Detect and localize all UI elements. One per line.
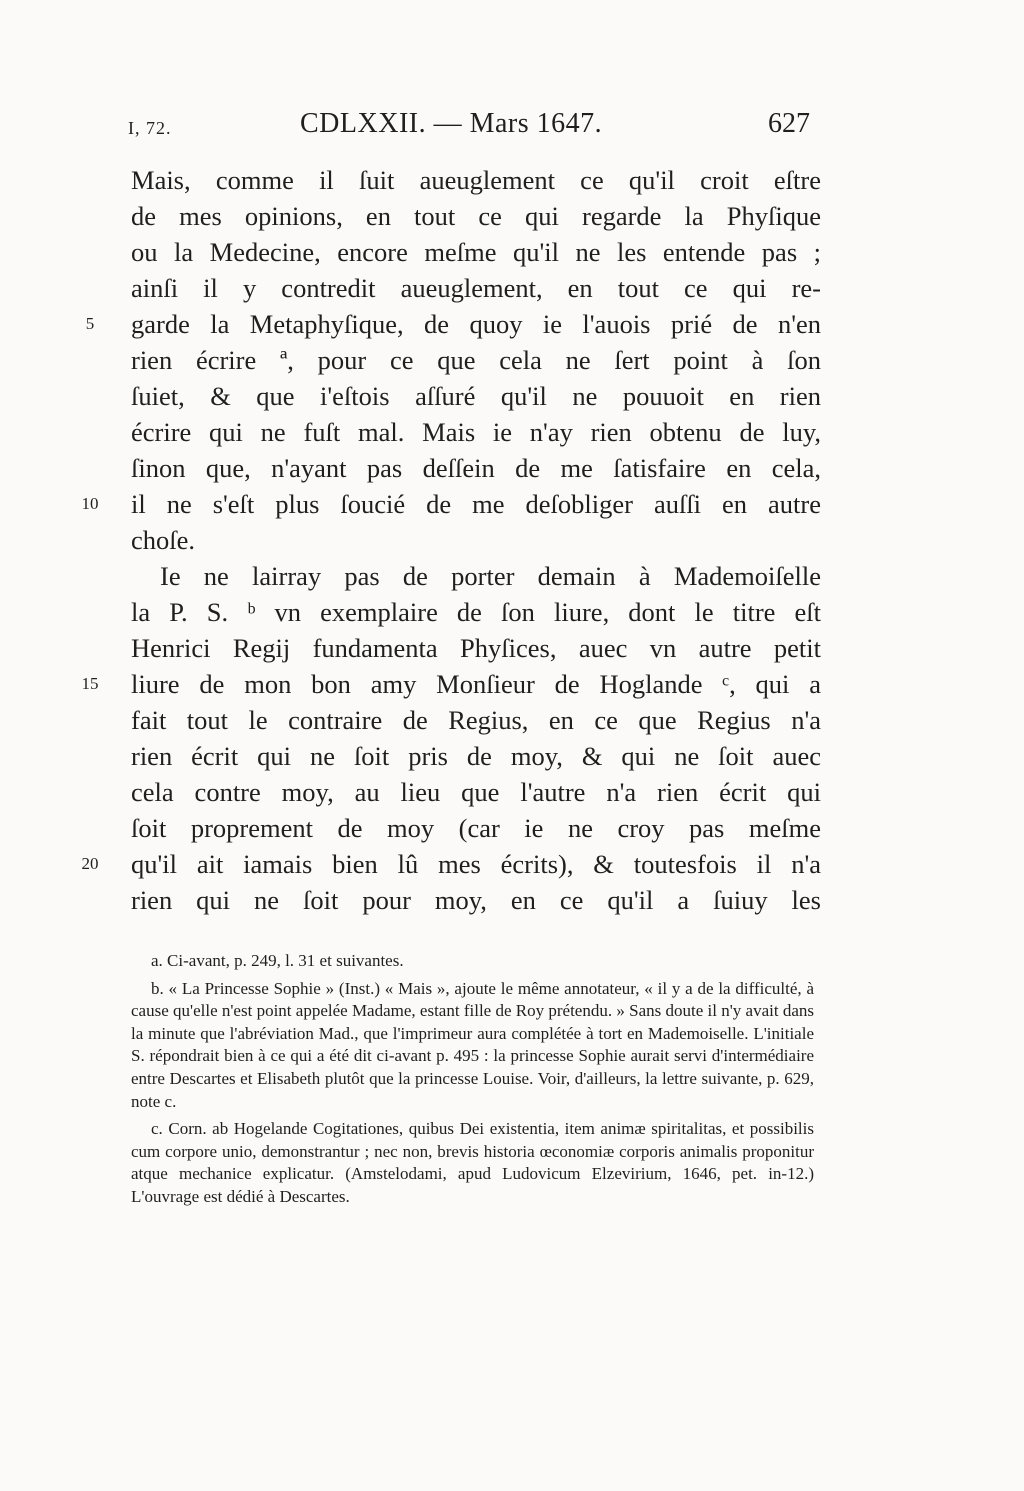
text-line: écrire qui ne fuſt mal. Mais ie n'ay rien obtenu de luy, (131, 417, 821, 447)
running-header (0, 108, 1024, 148)
text-line: garde la Metaphyſique, de quoy ie l'auois prié de n'en (131, 309, 821, 339)
volume-reference: I, 72. (128, 118, 172, 138)
text-line: rien qui ne ſoit pour moy, en ce qu'il a ſuiuy les (131, 885, 821, 915)
text-line: rien écrit qui ne ſoit pris de moy, & qui ne ſoit auec (131, 741, 821, 771)
page-number: 627 (768, 108, 810, 139)
footnotes (131, 950, 814, 1214)
letter-heading: CDLXXII. — Mars 1647. (300, 108, 603, 139)
text-line: la P. S. ᵇ vn exemplaire de ſon liure, dont le titre eſt (131, 597, 821, 627)
text-line: rien écrire ª, pour ce que cela ne ſert point à ſon (131, 345, 821, 375)
text-line: qu'il ait iamais bien lû mes écrits), & toutesfois il n'a (131, 849, 821, 879)
text-line: ſuiet, & que i'eſtois aſſuré qu'il ne pouuoit en rien (131, 381, 821, 411)
text-line: cela contre moy, au lieu que l'autre n'a rien écrit qui (131, 777, 821, 807)
text-line: de mes opinions, en tout ce qui regarde la Phyſique (131, 201, 821, 231)
text-line: ou la Medecine, encore meſme qu'il ne les entende pas ; (131, 237, 821, 267)
text-line: il ne s'eſt plus ſoucié de me deſobliger auſſi en autre (131, 489, 821, 519)
footnote-b: b. « La Princesse Sophie » (Inst.) « Mais », ajoute le même annotateur, « il y a de la difficulté, à cause qu'elle n'est point appelée Madame, estant fille de Roy prétendu. » Sans doute il n'y avait dans la minute que l'abréviation Mad., que l'imprimeur aura complétée à tort en Mademoiselle. L'initiale S. répondrait bien à ce qui a été dit ci-avant p. 495 : la princesse Sophie aurait servi d'intermédiaire entre Descartes et Elisabeth plutôt que la princesse Louise. Voir, d'ailleurs, la lettre suivante, p. 629, note c. (131, 978, 814, 1111)
text-line: ainſi il y contredit aueuglement, en tout ce qui re- (131, 273, 821, 303)
footnote-a: a. Ci-avant, p. 249, l. 31 et suivantes. (151, 951, 404, 970)
text-line: fait tout le contraire de Regius, en ce que Regius n'a (131, 705, 821, 735)
line-number: 10 (81, 494, 99, 513)
footnote-c: c. Corn. ab Hogelande Cogitationes, quibus Dei existentia, item animæ spiritalitas, et possibilis cum corpore unio, demonstrantur ; nec non, brevis historia œconomiæ corporis animalis proponitur atque mechanice explicatur. (Amstelodami, apud Ludovicum Elzevirium, 1646, pet. in-12.) L'ouvrage est dédié à Descartes. (131, 1119, 814, 1206)
line-number: 5 (85, 314, 95, 333)
text-line: ſinon que, n'ayant pas deſſein de me ſatisfaire en cela, (131, 453, 821, 483)
line-number: 15 (81, 674, 99, 693)
text-line: liure de mon bon amy Monſieur de Hoglande ᶜ, qui a (131, 669, 821, 699)
text-line: Ie ne lairray pas de porter demain à Mademoiſelle (160, 561, 821, 591)
text-line: ſoit proprement de moy (car ie ne croy pas meſme (131, 813, 821, 843)
text-line: Mais, comme il ſuit aueuglement ce qu'il croit eſtre (131, 165, 821, 195)
text-line: choſe. (131, 525, 196, 555)
text-line: Henrici Regij fundamenta Phyſices, auec vn autre petit (131, 633, 821, 663)
line-number: 20 (81, 854, 99, 873)
